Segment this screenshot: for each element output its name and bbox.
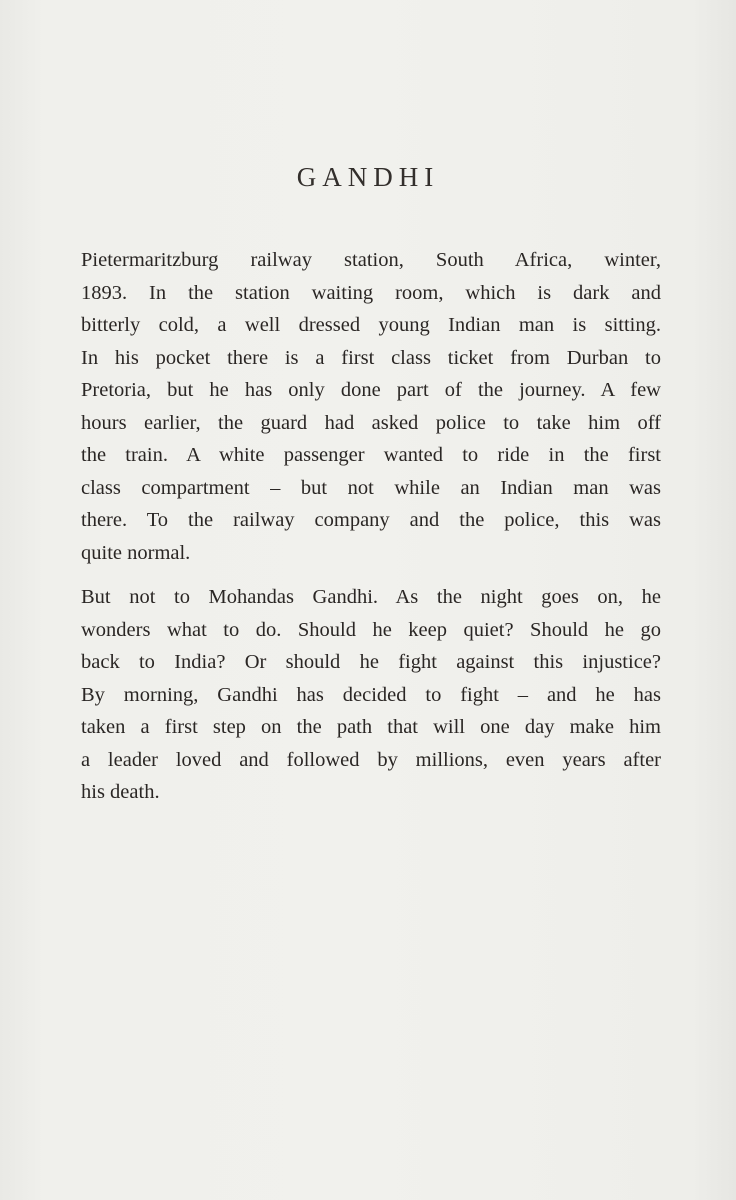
- text-line: But not to Mohandas Gandhi. As the night goes on, he: [81, 586, 661, 608]
- text-line: back to India? Or should he fight against this injustice?: [81, 651, 661, 673]
- text-line: In his pocket there is a first class ticket from Durban to: [81, 346, 661, 369]
- text-line: a leader loved and followed by millions, even years after: [81, 748, 661, 771]
- paragraph-2: [81, 581, 661, 809]
- chapter-title: GANDHI: [296, 162, 440, 192]
- paragraph-1: [81, 244, 661, 569]
- text-line: wonders what to do. Should he keep quiet? Should he go: [81, 618, 661, 641]
- text-line: class compartment – but not while an Indian man was: [81, 476, 661, 499]
- text-line: taken a first step on the path that will one day make him: [81, 716, 661, 738]
- text-line: By morning, Gandhi has decided to fight – and he has: [81, 683, 661, 706]
- text-line: 1893. In the station waiting room, which is dark and: [81, 281, 661, 304]
- text-line: the train. A white passenger wanted to ride in the first: [81, 444, 661, 466]
- text-line: quite normal.: [81, 541, 191, 564]
- text-line: Pretoria, but he has only done part of the journey. A few: [81, 379, 661, 401]
- text-line: Pietermaritzburg railway station, South Africa, winter,: [81, 249, 661, 271]
- text-line: his death.: [81, 781, 160, 803]
- text-line: hours earlier, the guard had asked police to take him off: [81, 411, 661, 434]
- chapter-body: [81, 244, 661, 821]
- text-line: bitterly cold, a well dressed young Indian man is sitting.: [81, 314, 661, 336]
- text-line: there. To the railway company and the police, this was: [81, 509, 661, 531]
